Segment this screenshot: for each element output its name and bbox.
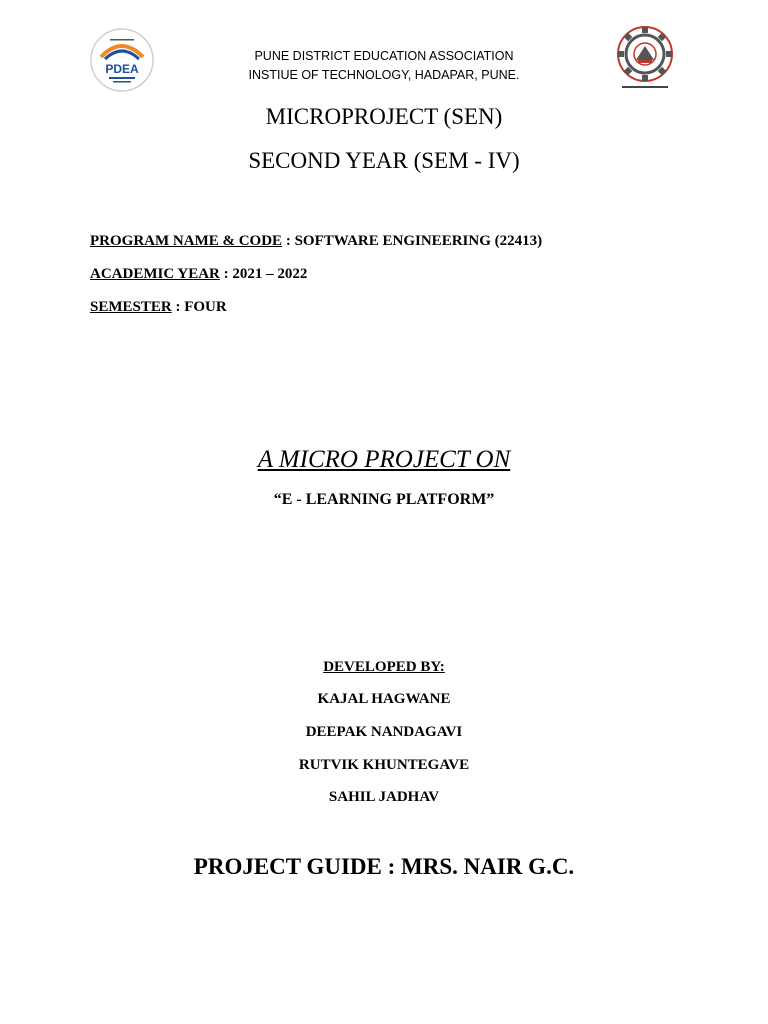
semester-label: SEMESTER xyxy=(90,299,172,315)
document-subtitle: SECOND YEAR (SEM - IV) xyxy=(248,148,520,173)
project-heading: A MICRO PROJECT ON xyxy=(257,446,511,473)
developer-name: SAHIL JADHAV xyxy=(328,789,440,805)
project-title: “E - LEARNING PLATFORM” xyxy=(273,491,495,508)
institute-name: INSTIUE OF TECHNOLOGY, HADAPAR, PUNE. xyxy=(248,68,520,82)
program-label: PROGRAM NAME & CODE xyxy=(90,233,283,249)
semester-field xyxy=(90,299,227,316)
pdea-logo-text: PDEA xyxy=(105,62,139,76)
academic-year-field xyxy=(90,266,307,283)
developer-name: KAJAL HAGWANE xyxy=(317,691,451,707)
developers-heading: DEVELOPED BY: xyxy=(323,659,445,675)
program-field xyxy=(90,233,542,250)
program-value: : SOFTWARE ENGINEERING (22413) xyxy=(282,233,543,249)
academic-year-value: : 2021 – 2022 xyxy=(219,266,308,282)
developer-name: DEEPAK NANDAGAVI xyxy=(305,724,463,740)
document-title: MICROPROJECT (SEN) xyxy=(265,104,503,129)
semester-value: : FOUR xyxy=(171,299,227,315)
developer-name: RUTVIK KHUNTEGAVE xyxy=(298,757,470,773)
project-guide: PROJECT GUIDE : MRS. NAIR G.C. xyxy=(193,854,575,879)
organization-name: PUNE DISTRICT EDUCATION ASSOCIATION xyxy=(254,49,514,63)
academic-year-label: ACADEMIC YEAR xyxy=(90,266,220,282)
